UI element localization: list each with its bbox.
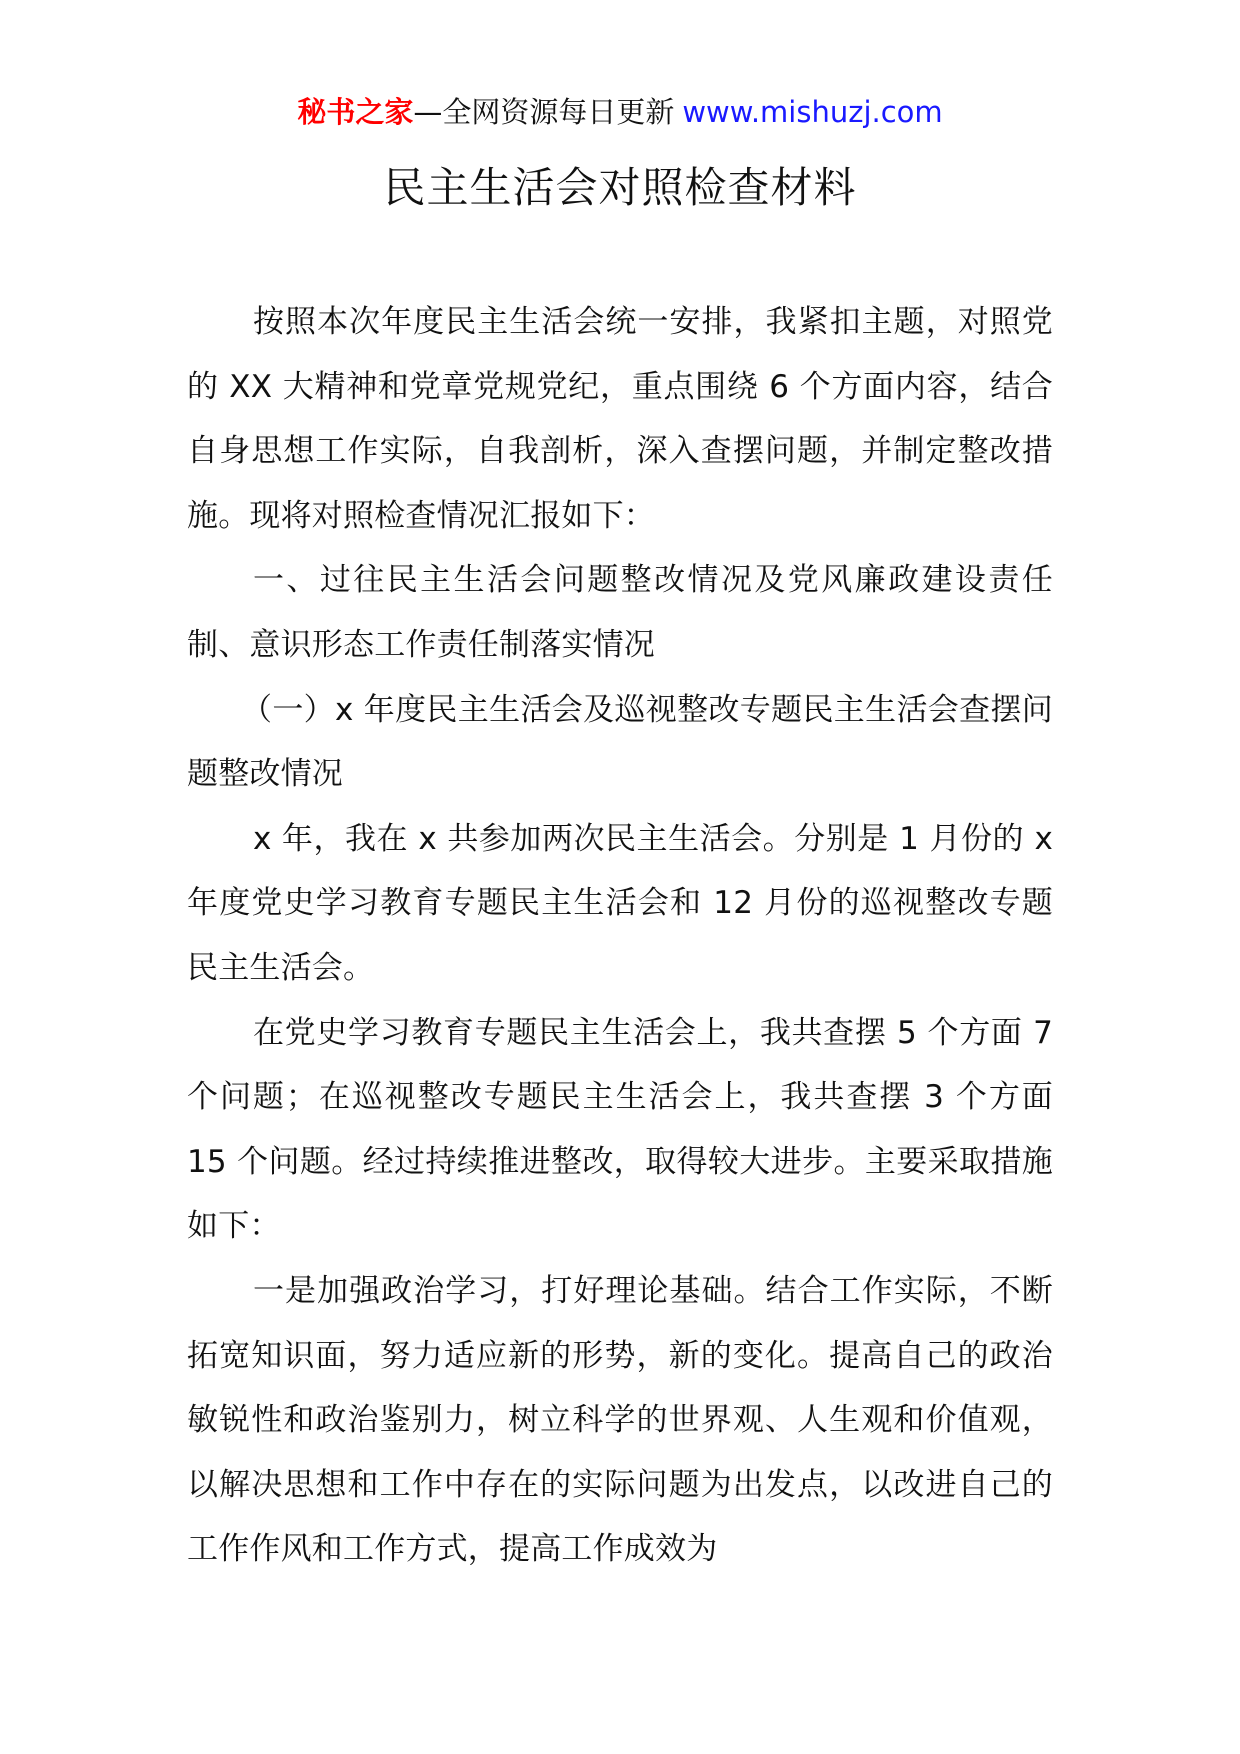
header-tagline: —全网资源每日更新 (413, 95, 675, 129)
body-paragraph: 在党史学习教育专题民主生活会上，我共查摆 5 个方面 7 个问题；在巡视整改专题民主生活会上，我共查摆 3 个方面 15 个问题。经过持续推进整改，取得较大进步。主要采取措施如下： (187, 1014, 1053, 1245)
section-heading: 一、过往民主生活会问题整改情况及党风廉政建设责任制、意识形态工作责任制落实情况 (187, 562, 1053, 663)
site-header (0, 92, 1240, 132)
intro-paragraph: 按照本次年度民主生活会统一安排，我紧扣主题，对照党的 XX 大精神和党章党规党纪，重点围绕 6 个方面内容，结合自身思想工作实际，自我剖析，深入查摆问题，并制定整改措施。现将对照检查情况汇报如下： (187, 304, 1053, 534)
subsection-heading: （一）x 年度民主生活会及巡视整改专题民主生活会查摆问题整改情况 (187, 691, 1053, 793)
body-paragraph: x 年，我在 x 共参加两次民主生活会。分别是 1 月份的 x 年度党史学习教育专题民主生活会和 12 月份的巡视整改专题民主生活会。 (187, 820, 1053, 986)
document-body (187, 290, 1053, 1582)
body-paragraph: 一是加强政治学习，打好理论基础。结合工作实际，不断拓宽知识面，努力适应新的形势，新的变化。提高自己的政治敏锐性和政治鉴别力，树立科学的世界观、人生观和价值观，以解决思想和工作中存在的实际问题为出发点，以改进自己的工作作风和工作方式，提高工作成效为 (187, 1272, 1053, 1568)
brand-name: 秘书之家 (297, 95, 414, 129)
site-url-link[interactable]: www.mishuzj.com (682, 95, 943, 129)
document-title: 民主生活会对照检查材料 (383, 163, 857, 212)
